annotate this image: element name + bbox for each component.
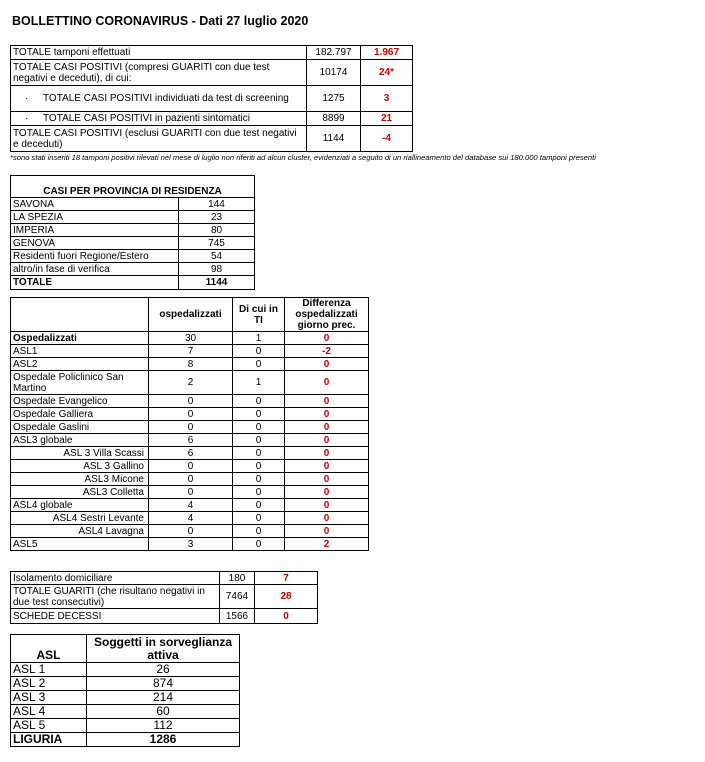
hospital-name: ASL4 Sestri Levante [11, 512, 149, 525]
province-value: 23 [179, 211, 255, 224]
hospital-ti: 0 [233, 434, 285, 447]
hospital-row [11, 358, 369, 371]
hospital-diff: 0 [285, 447, 369, 460]
other-value: 1566 [220, 609, 255, 624]
province-row [11, 263, 255, 276]
other-label: TOTALE GUARITI (che risultano negativi in due test consecutivi) [11, 585, 220, 609]
hospital-name: Ospedale Policlinico San Martino [11, 371, 149, 395]
hospital-row [11, 434, 369, 447]
hospital-osp: 2 [149, 371, 233, 395]
hospital-row [11, 525, 369, 538]
surveillance-name: ASL 1 [11, 663, 87, 677]
hospital-ti: 0 [233, 538, 285, 551]
summary-label [11, 60, 307, 86]
summary-label-text: TOTALE CASI POSITIVI individuati da test di screening [43, 93, 289, 104]
province-total-row [11, 276, 255, 290]
hospital-osp: 0 [149, 460, 233, 473]
surveillance-name: ASL 2 [11, 677, 87, 691]
province-value: 98 [179, 263, 255, 276]
hospital-diff: 0 [285, 395, 369, 408]
hospital-name: ASL5 [11, 538, 149, 551]
surveillance-value: 26 [87, 663, 240, 677]
surveillance-row [11, 663, 240, 677]
hospital-header-ti: Di cui in TI [233, 298, 285, 332]
hospital-osp: 6 [149, 447, 233, 460]
surveillance-value: 874 [87, 677, 240, 691]
hospital-name: ASL2 [11, 358, 149, 371]
hospital-row [11, 345, 369, 358]
hospital-name: Ospedale Evangelico [11, 395, 149, 408]
summary-row [11, 86, 413, 112]
surveillance-table [10, 634, 240, 747]
hospital-diff: 0 [285, 408, 369, 421]
hospital-ti: 0 [233, 486, 285, 499]
summary-label [11, 86, 307, 112]
summary-label-text: TOTALE tamponi effettuati [13, 47, 131, 58]
summary-label-text: TOTALE CASI POSITIVI in pazienti sintomatici [43, 113, 250, 124]
hospital-diff: 0 [285, 421, 369, 434]
hospital-osp: 3 [149, 538, 233, 551]
other-label: Isolamento domiciliare [11, 572, 220, 585]
hospital-name: ASL4 globale [11, 499, 149, 512]
hospital-row [11, 371, 369, 395]
summary-label [11, 112, 307, 126]
province-total-label: TOTALE [11, 276, 179, 290]
hospital-diff: -2 [285, 345, 369, 358]
hospital-row [11, 473, 369, 486]
hospital-ti: 1 [233, 371, 285, 395]
summary-value: 10174 [307, 60, 361, 86]
hospital-ti: 0 [233, 460, 285, 473]
summary-delta: 3 [361, 86, 413, 112]
hospital-name: Ospedale Gaslini [11, 421, 149, 434]
summary-row [11, 126, 413, 152]
surveillance-total-row [11, 733, 240, 747]
hospital-row [11, 538, 369, 551]
hospital-ti: 0 [233, 421, 285, 434]
surveillance-name: ASL 4 [11, 705, 87, 719]
province-table [10, 175, 255, 290]
surveillance-row [11, 719, 240, 733]
other-label: SCHEDE DECESSI [11, 609, 220, 624]
hospital-osp: 0 [149, 421, 233, 434]
other-table [10, 571, 318, 624]
hospital-diff: 0 [285, 512, 369, 525]
province-name: altro/in fase di verifica [11, 263, 179, 276]
hospital-ti: 0 [233, 499, 285, 512]
hospital-diff: 2 [285, 538, 369, 551]
hospital-diff: 0 [285, 460, 369, 473]
hospital-row [11, 332, 369, 345]
summary-label-text: TOTALE CASI POSITIVI (esclusi GUARITI con due test negativi e deceduti) [13, 127, 297, 150]
province-header: CASI PER PROVINCIA DI RESIDENZA [11, 176, 255, 198]
hospital-row [11, 486, 369, 499]
hospital-name: Ospedalizzati [11, 332, 149, 345]
hospital-ti: 0 [233, 358, 285, 371]
province-row [11, 198, 255, 211]
hospital-ti: 0 [233, 447, 285, 460]
hospital-header-diff: Differenza ospedalizzati giorno prec. [285, 298, 369, 332]
surveillance-header-value: Soggetti in sorveglianza attiva [87, 635, 240, 663]
summary-value: 182.797 [307, 46, 361, 60]
hospital-header-osp: ospedalizzati [149, 298, 233, 332]
hospital-osp: 4 [149, 499, 233, 512]
hospital-ti: 0 [233, 408, 285, 421]
page-title: BOLLETTINO CORONAVIRUS - Dati 27 luglio 2020 [12, 14, 309, 28]
hospital-osp: 7 [149, 345, 233, 358]
other-delta: 0 [255, 609, 318, 624]
other-value: 7464 [220, 585, 255, 609]
province-row [11, 224, 255, 237]
hospital-osp: 8 [149, 358, 233, 371]
hospital-row [11, 447, 369, 460]
hospital-diff: 0 [285, 434, 369, 447]
footnote: *sono stati inseriti 18 tamponi positivi rilevati nel mese di luglio non riferiti ad alcun cluster, evidenziati a seguito di un riallineamento del database sui 180.000 tamponi presenti [10, 153, 596, 162]
hospital-name: Ospedale Galliera [11, 408, 149, 421]
hospital-diff: 0 [285, 525, 369, 538]
summary-label-text: TOTALE CASI POSITIVI (compresi GUARITI con due test negativi e deceduti), di cui: [13, 61, 270, 84]
province-row [11, 237, 255, 250]
hospital-name: ASL3 globale [11, 434, 149, 447]
summary-delta: 21 [361, 112, 413, 126]
summary-label [11, 126, 307, 152]
province-row [11, 211, 255, 224]
other-delta: 28 [255, 585, 318, 609]
other-row [11, 572, 318, 585]
province-value: 745 [179, 237, 255, 250]
hospital-name: ASL 3 Villa Scassi [11, 447, 149, 460]
hospital-row [11, 421, 369, 434]
hospital-row [11, 395, 369, 408]
hospital-row [11, 499, 369, 512]
province-name: Residenti fuori Regione/Estero [11, 250, 179, 263]
surveillance-value: 112 [87, 719, 240, 733]
summary-delta: 1.967 [361, 46, 413, 60]
summary-delta: 24* [361, 60, 413, 86]
hospital-diff: 0 [285, 486, 369, 499]
hospital-name: ASL4 Lavagna [11, 525, 149, 538]
summary-value: 1275 [307, 86, 361, 112]
surveillance-row [11, 677, 240, 691]
summary-row [11, 112, 413, 126]
hospital-osp: 30 [149, 332, 233, 345]
summary-delta: -4 [361, 126, 413, 152]
hospital-ti: 0 [233, 473, 285, 486]
hospital-ti: 0 [233, 512, 285, 525]
hospital-diff: 0 [285, 358, 369, 371]
other-delta: 7 [255, 572, 318, 585]
hospital-diff: 0 [285, 332, 369, 345]
bullet-mark: · [25, 93, 29, 104]
province-name: GENOVA [11, 237, 179, 250]
hospital-osp: 0 [149, 408, 233, 421]
summary-table [10, 45, 413, 152]
province-total-value: 1144 [179, 276, 255, 290]
surveillance-name: ASL 3 [11, 691, 87, 705]
hospital-ti: 0 [233, 525, 285, 538]
summary-label [11, 46, 307, 60]
province-value: 144 [179, 198, 255, 211]
surveillance-value: 60 [87, 705, 240, 719]
bullet-mark: · [25, 113, 29, 124]
hospital-ti: 0 [233, 395, 285, 408]
other-row [11, 585, 318, 609]
province-row [11, 250, 255, 263]
hospital-osp: 4 [149, 512, 233, 525]
province-value: 54 [179, 250, 255, 263]
province-name: LA SPEZIA [11, 211, 179, 224]
surveillance-row [11, 691, 240, 705]
surveillance-name: ASL 5 [11, 719, 87, 733]
hospital-row [11, 408, 369, 421]
hospital-row [11, 512, 369, 525]
hospital-name: ASL3 Colletta [11, 486, 149, 499]
surveillance-total-value: 1286 [87, 733, 240, 747]
hospital-osp: 0 [149, 473, 233, 486]
hospital-name: ASL3 Micone [11, 473, 149, 486]
other-row [11, 609, 318, 624]
hospital-table [10, 297, 369, 551]
hospital-osp: 6 [149, 434, 233, 447]
surveillance-value: 214 [87, 691, 240, 705]
province-value: 80 [179, 224, 255, 237]
hospital-osp: 0 [149, 395, 233, 408]
summary-row [11, 46, 413, 60]
hospital-ti: 1 [233, 332, 285, 345]
hospital-ti: 0 [233, 345, 285, 358]
hospital-diff: 0 [285, 499, 369, 512]
hospital-header-empty [11, 298, 149, 332]
province-name: SAVONA [11, 198, 179, 211]
hospital-diff: 0 [285, 473, 369, 486]
province-name: IMPERIA [11, 224, 179, 237]
summary-value: 8899 [307, 112, 361, 126]
surveillance-row [11, 705, 240, 719]
hospital-osp: 0 [149, 486, 233, 499]
surveillance-header-asl: ASL [11, 635, 87, 663]
other-value: 180 [220, 572, 255, 585]
hospital-name: ASL 3 Gallino [11, 460, 149, 473]
hospital-row [11, 460, 369, 473]
hospital-diff: 0 [285, 371, 369, 395]
hospital-name: ASL1 [11, 345, 149, 358]
summary-row [11, 60, 413, 86]
surveillance-total-label: LIGURIA [11, 733, 87, 747]
summary-value: 1144 [307, 126, 361, 152]
hospital-osp: 0 [149, 525, 233, 538]
